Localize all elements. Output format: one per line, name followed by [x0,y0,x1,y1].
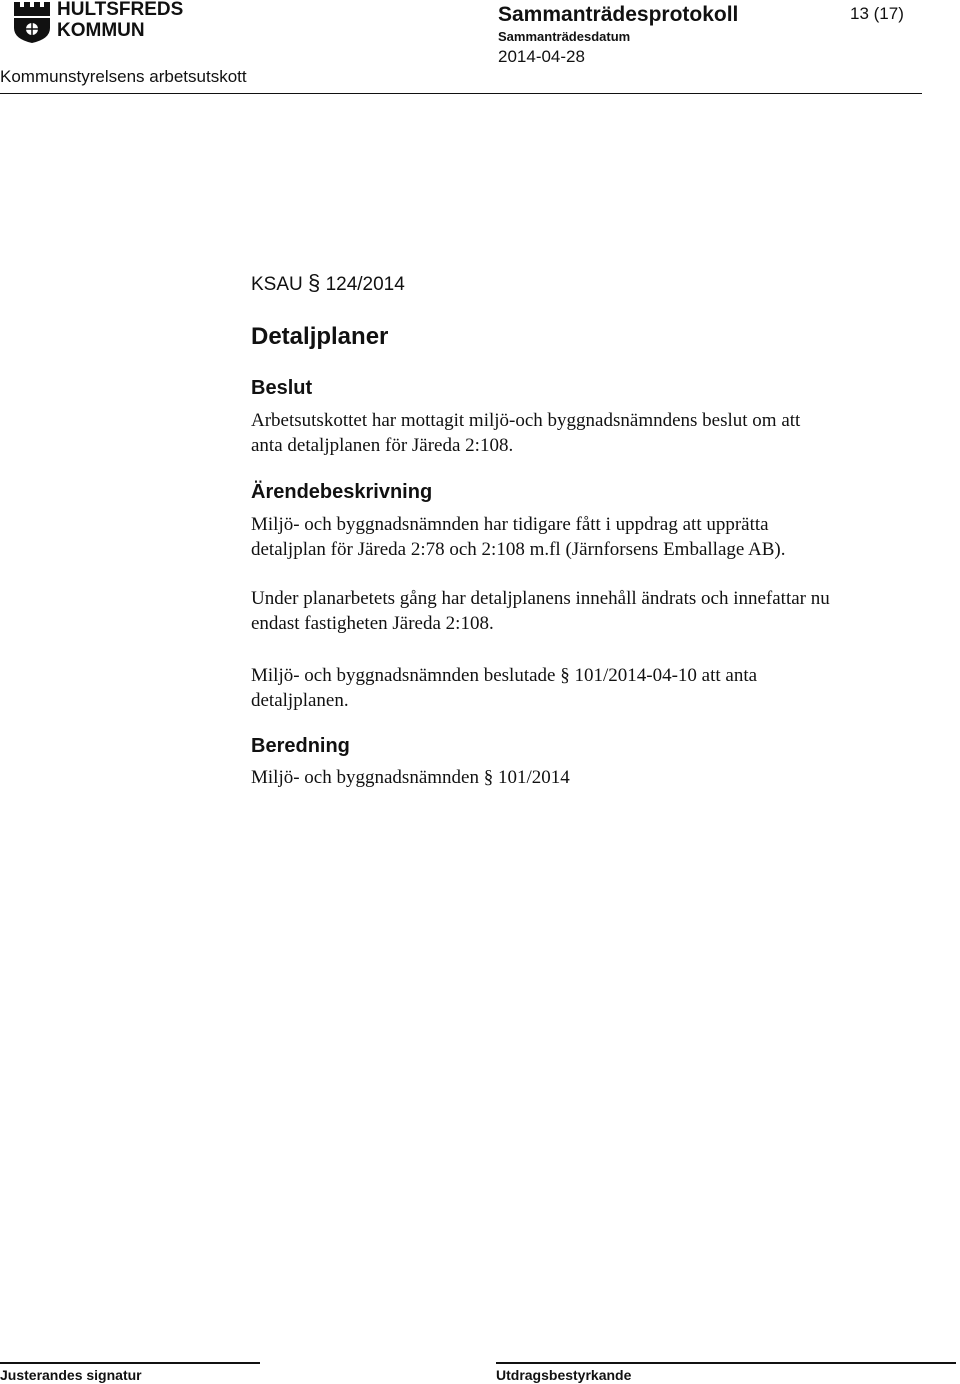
committee-name: Kommunstyrelsens arbetsutskott [0,67,247,86]
signature-label: Justerandes signatur [0,1367,142,1383]
arende-p1-line-2: detaljplan för Järeda 2:78 och 2:108 m.fl (Järnforsens Emballage AB). [251,539,786,560]
header-divider [0,93,922,94]
case-prefix: KSAU [251,274,303,295]
arende-p3-after: 101/2014-04-10 att anta [574,665,758,686]
beredning-before: Miljö- och byggnadsnämnden [251,767,479,788]
arende-p3-before: Miljö- och byggnadsnämnden beslutade [251,665,556,686]
beslut-line-1: Arbetsutskottet har mottagit miljö-och byggnadsnämndens beslut om att [251,410,801,431]
arende-p1-line-1: Miljö- och byggnadsnämnden har tidigare fått i uppdrag att upprätta [251,514,769,535]
case-number-value: 124/2014 [325,274,405,295]
signature-rule [0,1362,260,1364]
beslut-heading: Beslut [251,377,313,399]
page-number: 13 (17) [850,4,904,23]
meeting-date-label: Sammanträdesdatum [498,29,631,44]
case-title: Detaljplaner [251,323,389,350]
arende-p2-line-1: Under planarbetets gång har detaljplanens innehåll ändrats och innefattar nu [251,588,830,609]
extract-label: Utdragsbestyrkande [496,1367,632,1383]
meeting-date-value: 2014-04-28 [498,47,585,66]
beslut-paragraph [251,408,800,458]
arende-paragraph-3 [251,663,757,713]
beslut-line-2: anta detaljplanen för Järeda 2:108. [251,435,514,456]
arende-paragraph-1 [251,512,786,562]
case-number [251,270,405,296]
section-symbol: § [308,270,321,295]
arende-p3-line-2: detaljplanen. [251,690,349,711]
logo-line-1: HULTSFREDS [57,0,184,20]
arende-p3-line-1 [251,663,757,688]
arende-paragraph-2 [251,586,830,636]
arendebeskrivning-heading: Ärendebeskrivning [251,481,433,503]
extract-rule [496,1362,956,1364]
arende-p2-line-2: endast fastigheten Järeda 2:108. [251,613,494,634]
beredning-after: 101/2014 [497,767,570,788]
section-symbol: § [483,767,494,788]
document-title: Sammanträdesprotokoll [498,3,739,26]
beredning-heading: Beredning [251,735,350,757]
logo-line-2: KOMMUN [57,20,145,41]
municipal-coat-of-arms-icon [12,0,52,44]
beredning-paragraph [251,765,570,790]
section-symbol: § [560,665,570,686]
